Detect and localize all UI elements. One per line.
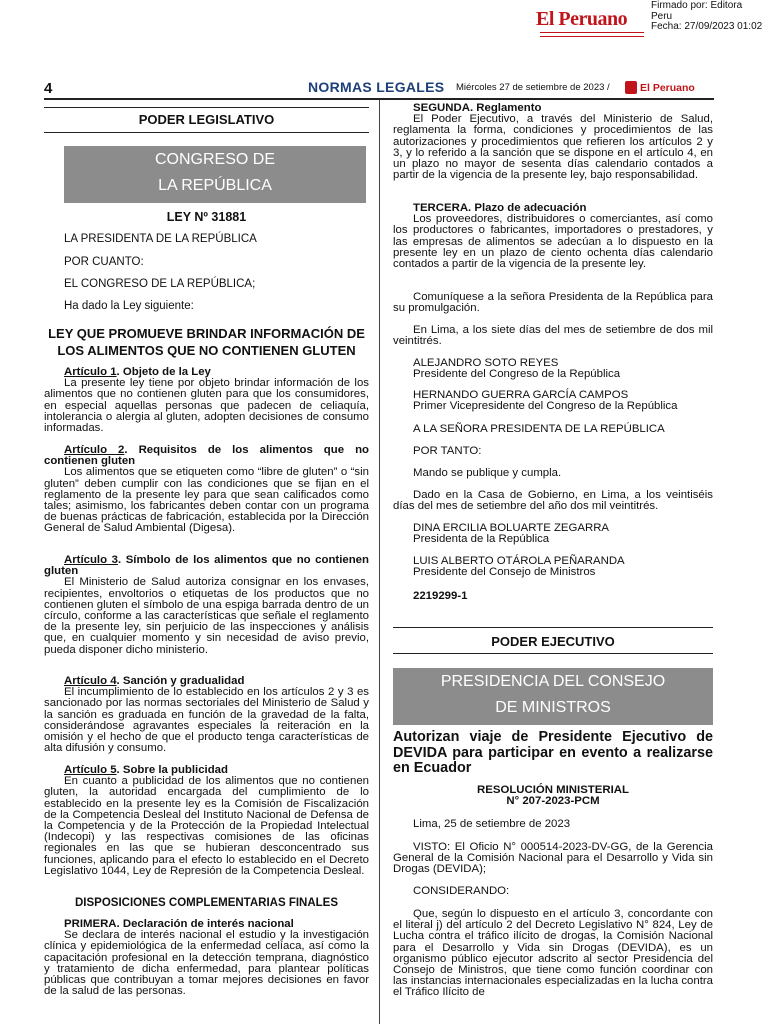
law-title-line: LEY QUE PROMUEVE BRINDAR INFORMACIÓN DE [48,326,365,341]
el-peruano-logo: El Peruano [536,8,628,30]
intro-line: LA PRESIDENTA DE LA REPÚBLICA [64,233,257,245]
signatory-role: Presidente del Congreso de la República [413,368,621,381]
signature-line: Fecha: 27/09/2023 01:02 [651,21,763,32]
article-label: Artículo 4 [64,675,117,687]
article-title: . Requisitos de los alimentos que no contienen gluten [44,444,369,468]
section-heading: PODER EJECUTIVO [491,634,615,649]
signatory [413,523,713,545]
digital-signature [651,1,762,33]
disposicion-segunda [393,103,713,181]
signatory-name: LUIS ALBERTO OTÁROLA PEÑARANDA [413,555,625,567]
law-title-line: LOS ALIMENTOS QUE NO CONTIENEN GLUTEN [57,343,356,358]
lima-date [393,325,713,347]
article-5 [44,765,369,877]
institution-line: CONGRESO DE [154,151,275,168]
institution-banner [393,668,713,725]
column-divider [379,100,380,1024]
article-title: . Sobre la publicidad [116,764,228,776]
considerando-text: Que, según lo dispuesto en el artículo 3, concordante con el literal j) del artículo 2 del Decreto Legislativo N° 824, Ley de Lucha contra el tráfico ilícito de drogas, la Comisión Nacional para el Desarrollo y Vida sin Drogas (DEVIDA), es un organismo público ejecutor adscrito al sector Presidencia del Consejo de Ministros, que tiene como función coordinar con las instancias internacionales especializadas en la lucha contra el Tráfico Ilícito de [393,908,713,999]
disposition-title: SEGUNDA. Reglamento [413,102,542,114]
comuniquese [393,292,713,314]
signatory-role: Presidenta de la República [413,533,550,546]
article-text: El Ministerio de Salud autoriza consignar en los envases, recipientes, envoltorios o etiquetas de los productos que no contienen gluten el símbolo de una espiga barrada dentro de un círculo, conforme a las características que señale el reglamento de la presente ley, sin perjuicio de las inspecciones y análisis que, en cualquier momento y sin necesidad de aviso previo, pueda disponer dicho ministerio. [44,576,369,656]
intro-line: EL CONGRESO DE LA REPÚBLICA; [64,278,256,290]
resolution-line: RESOLUCIÓN MINISTERIAL [477,784,629,796]
signatory [413,390,713,412]
section-title: NORMAS LEGALES [308,79,445,95]
resolution-date: Lima, 25 de setiembre de 2023 [413,818,571,830]
article-title: . Símbolo de los alimentos que no contienen gluten [44,554,369,578]
dado [393,490,713,512]
intro-line: POR CUANTO: [64,256,144,268]
page-number: 4 [44,80,53,97]
comuniquese-text: Comuníquese a la señora Presidenta de la República para su promulgación. [393,291,713,315]
considerando: CONSIDERANDO: [413,885,510,897]
law-title [44,325,369,359]
resolution-heading [393,785,713,807]
section-rule [393,627,713,628]
signatory [413,556,713,578]
section-heading: PODER LEGISLATIVO [138,112,275,127]
resolution-line: N° 207-2023-PCM [506,795,600,807]
headline: Autorizan viaje de Presidente Ejecutivo de DEVIDA para participar en evento a realizarse en Ecuador [393,729,713,776]
institution-banner [64,146,366,203]
dado-text: Dado en la Casa de Gobierno, en Lima, a los veintiséis días del mes de setiembre del año dos mil veintitrés. [393,489,713,513]
disposicion-tercera [393,203,713,270]
signatory-name: HERNANDO GUERRA GARCÍA CAMPOS [413,389,629,401]
disposition-title: PRIMERA. Declaración de interés nacional [64,918,294,930]
law-number: LEY Nº 31881 [166,210,247,224]
dcf-heading: DISPOSICIONES COMPLEMENTARIAS FINALES [74,897,339,909]
signature-line: Firmado por: Editora [651,0,743,11]
article-title: . Objeto de la Ley [116,366,211,378]
institution-line: DE MINISTROS [495,699,611,716]
article-text: El incumplimiento de lo establecido en los artículos 2 y 3 es sancionado por las normas sectoriales del Ministerio de Salud y la sanción es graduada en función de la gravedad de la falta, considerándose agravantes especiales la reiteración en la omisión y el hecho de que el producto tenga características de alta difusión y consumo. [44,686,369,755]
signatory-role: Primer Vicepresidente del Congreso de la República [413,400,678,413]
signatory-name: DINA ERCILIA BOLUARTE ZEGARRA [413,522,610,534]
visto [393,842,713,876]
considerando-paragraph [393,909,713,999]
section-rule [393,653,713,654]
section-rule [44,132,369,133]
article-4 [44,676,369,754]
visto-text: VISTO: El Oficio N° 000514-2023-DV-GG, de la Gerencia General de la Comisión Nacional para el Desarrollo y Vida sin Drogas (DEVIDA); [393,841,713,876]
issue-date: Miércoles 27 de setiembre de 2023 / [456,82,610,93]
article-label: Artículo 5 [64,764,117,776]
disposicion-primera [44,919,369,997]
signatory [413,358,713,380]
article-text: La presente ley tiene por objeto brindar información de los alimentos que no contienen gluten para que los consumidores, en especial aquellas personas que padecen de celiaquía, intolerancia o alergia al gluten, adopten decisiones de consumo informadas. [44,377,369,435]
article-2 [44,445,369,535]
disposition-title: TERCERA. Plazo de adecuación [413,202,587,214]
addressee: A LA SEÑORA PRESIDENTA DE LA REPÚBLICA [413,423,665,435]
article-text: Los alimentos que se etiqueten como “libre de gluten” o “sin gluten” deben cumplir con las condiciones que se fijan en el reglamento de la presente ley para que sean calificados como tales; asimismo, los fabricantes deben contar con un programa de buenas prácticas de fabricación, establecida por la Dirección General de Salud Ambiental (Digesa). [44,466,369,535]
disposition-text: Se declara de interés nacional el estudio y la investigación clínica y epidemiológica de la enfermedad celíaca, así como la capacitación profesional en la detección temprana, diagnóstico y tratamiento de dicha enfermedad, para plantear políticas públicas que contribuyan a tomar mejores decisiones en favor de la salud de las personas. [44,929,369,998]
mando: Mando se publique y cumpla. [413,467,562,479]
article-label: Artículo 1 [64,366,117,378]
logo-underline [540,32,644,37]
por-tanto: POR TANTO: [413,445,482,457]
article-title: . Sanción y gradualidad [116,675,245,687]
header-brand: El Peruano [640,82,695,94]
institution-line: PRESIDENCIA DEL CONSEJO [440,673,666,690]
peru-emblem-icon [625,81,637,94]
signatory-name: ALEJANDRO SOTO REYES [413,357,559,369]
disposition-text: Los proveedores, distribuidores o comerciantes, así como los productores o fabricantes, importadores o prestadores, y las empresas de alimentos se adecúan a lo dispuesto en la presente ley en un plazo de ciento ochenta días calendario contados a partir de la vigencia de la presente ley. [393,213,713,271]
section-rule [44,107,369,108]
disposition-text: El Poder Ejecutivo, a través del Ministerio de Salud, reglamenta la forma, condiciones y procedimientos de las autorizaciones y procedimientos que refieren los artículos 2 y 3, y lo referido a la sanción que se dispone en el artículo 4, en un plazo no mayor de sesenta días calendario contados a partir de la vigencia de la presente ley, bajo responsabilidad. [393,113,713,182]
article-3 [44,555,369,656]
signatory-role: Presidente del Consejo de Ministros [413,566,596,579]
article-text: En cuanto a publicidad de los alimentos que no contienen gluten, la autoridad encargada del cumplimiento de lo establecido en la presente ley es la Comisión de Fiscalización de la Competencia Desleal del Instituto Nacional de Defensa de la Competencia y de la Protección de la Propiedad Intelectual (Indecopi) y las respectivas comisiones de las oficinas regionales en las que se hubieran desconcentrado sus funciones, aplicando para el efecto lo establecido en el Decreto Legislativo 1044, Ley de Represión de la Competencia Desleal. [44,775,369,877]
intro-line: Ha dado la Ley siguiente: [64,300,194,312]
article-1 [44,367,369,434]
article-label: Artículo 3 [64,554,118,566]
signature-line: Peru [651,10,673,22]
publication-code: 2219299-1 [413,590,468,602]
institution-line: LA REPÚBLICA [158,177,272,194]
article-label: Artículo 2 [64,444,125,456]
lima-date-text: En Lima, a los siete días del mes de setiembre de dos mil veintitrés. [393,324,713,348]
